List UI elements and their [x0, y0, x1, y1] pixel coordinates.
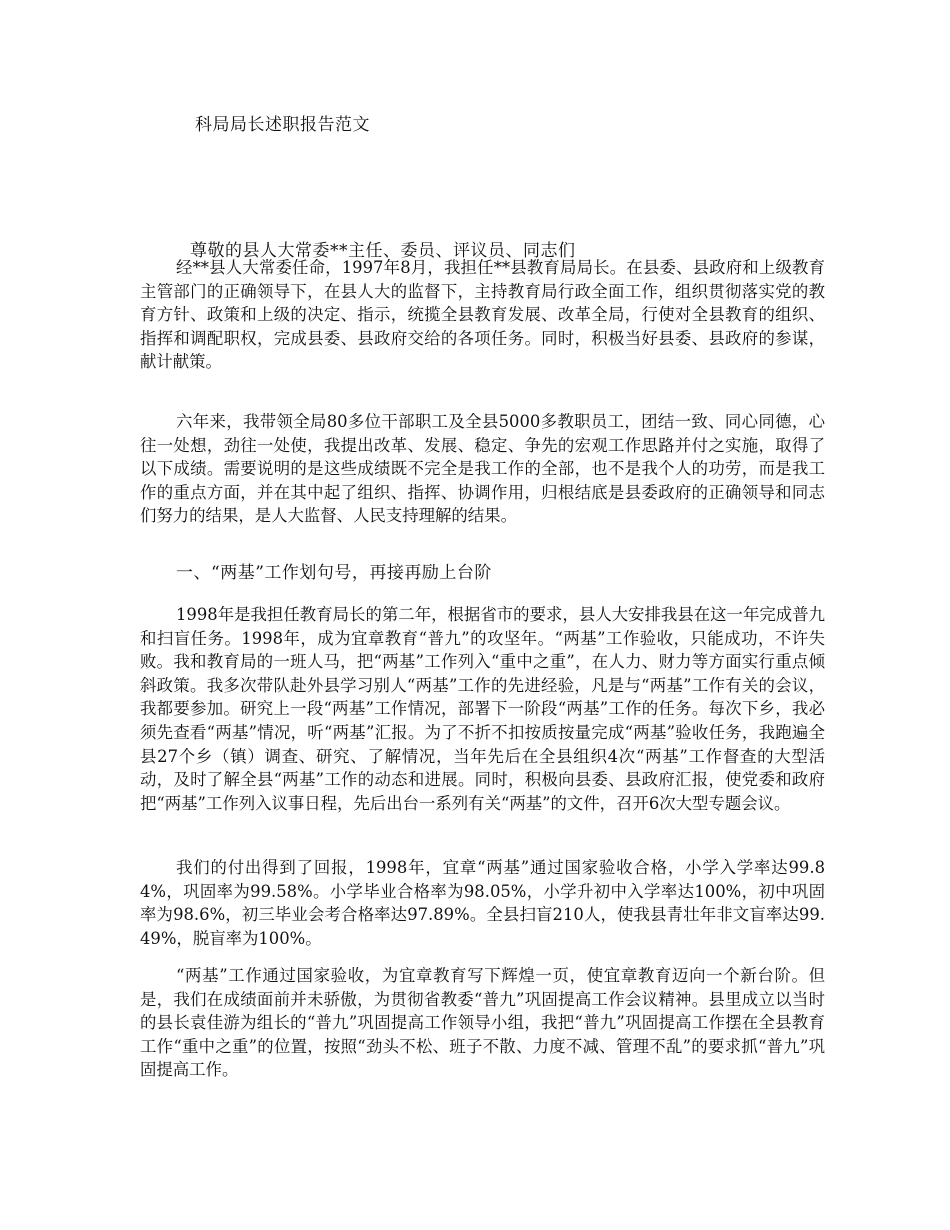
paragraph-1998: 1998年是我担任教育局长的第二年，根据省市的要求，县人大安排我县在这一年完成普九和扫盲任务。1998年，成为宜章教育“普九”的攻坚年。“两基”工作验收，只能成功，不许失败。我和教育局的一班人马，把“两基”工作列入“重中之重”，在人力、财力等方面实行重点倾斜政策。我多次带队赴外县学习别人“两基”工作的先进经验，凡是与“两基”工作有关的会议，我都要参加。研究上一段“两基”工作情况，部署下一阶段“两基”工作的任务。每次下乡，我必须先查看“两基”情况，听“两基”汇报。为了不折不扣按质按量完成“两基”验收任务，我跑遍全县27个乡（镇）调查、研究、了解情况，当年先后在全县组织4次“两基”工作督查的大型活动，及时了解全县“两基”工作的动态和进展。同时，积极向县委、县政府汇报，使党委和政府把“两基”工作列入议事日程，先后出台一系列有关“两基”的文件，召开6次大型专题会议。 [140, 605, 825, 813]
paragraph-consolidation: “两基”工作通过国家验收，为宜章教育写下辉煌一页，使宜章教育迈向一个新台阶。但是，我们在成绩面前并未骄傲，为贯彻省教委“普九”巩固提高工作会议精神。县里成立以当时的县长袁佳游为组长的“普九”巩固提高工作领导小组，我把“普九”巩固提高工作摆在全县教育工作“重中之重”的位置，按照“劲头不松、班子不散、力度不减、管理不乱”的要求抓“普九”巩固提高工作。 [140, 966, 825, 1080]
paragraph-six-years: 六年来，我带领全局80多位干部职工及全县5000多教职员工，团结一致、同心同德，心往一处想，劲往一处使，我提出改革、发展、稳定、争先的宏观工作思路并付之实施，取得了以下成绩。需要说明的是这些成绩既不完全是我工作的全部，也不是我个人的功劳，而是我工作的重点方面，并在其中起了组织、指挥、协调作用，归根结底是县委政府的正确领导和同志们努力的结果，是人大监督、人民支持理解的结果。 [140, 412, 825, 526]
salutation: 尊敬的县人大常委**主任、委员、评议员、同志们 [190, 241, 576, 261]
document-title: 科局局长述职报告范文 [195, 115, 370, 135]
paragraph-appointment: 经**县人大常委任命，1997年8月，我担任**县教育局局长。在县委、县政府和上级教育主管部门的正确领导下，在县人大的监督下，主持教育局行政全面工作，组织贯彻落实党的教育方针、政策和上级的决定、指示，统揽全县教育发展、改革全局，行使对全县教育的组织、指挥和调配职权，完成县委、县政府交给的各项任务。同时，积极当好县委、县政府的参谋，献计献策。 [140, 258, 825, 372]
section-heading-liangji: 一、“两基”工作划句号，再接再励上台阶 [176, 563, 492, 583]
paragraph-results: 我们的付出得到了回报，1998年，宜章“两基”通过国家验收合格，小学入学率达99.84%，巩固率为99.58%。小学毕业合格率为98.05%，小学升初中入学率达100%，初中巩固率为98.6%，初三毕业会考合格率达97.89%。全县扫盲210人，使我县青壮年非文盲率达99.49%，脱盲率为100%。 [140, 858, 825, 948]
